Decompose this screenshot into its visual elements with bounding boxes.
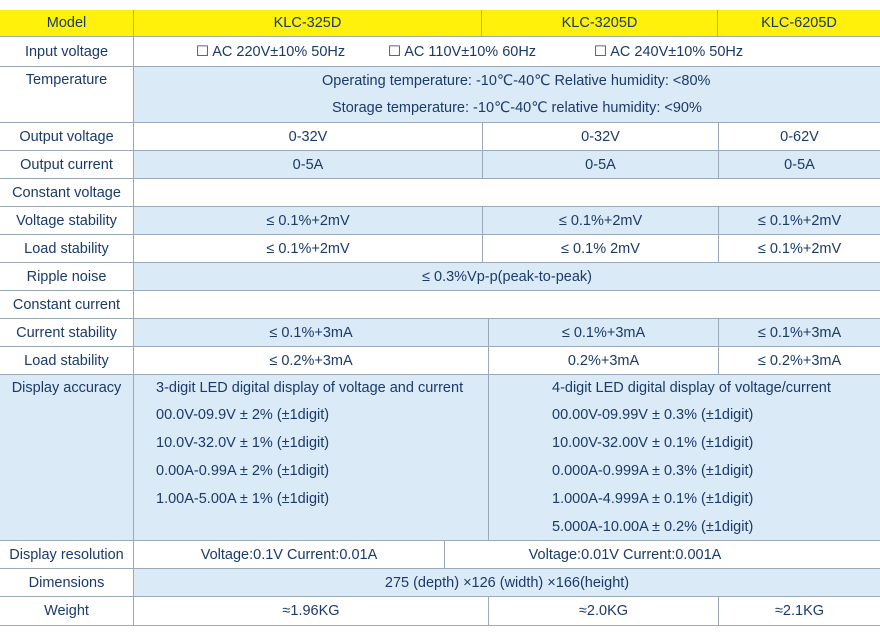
option-3-text: AC 240V±10% 50Hz [610,43,744,60]
current-stability-1: ≤ 0.1%+3mA [134,319,488,347]
display-resolution-right: Voltage:0.01V Current:0.001A [445,541,805,569]
grid-line [488,318,489,540]
grid-line [0,625,880,626]
output-voltage-2: 0-32V [483,123,718,151]
accuracy-right-line-4: 1.000A-4.999A ± 0.1% (±1digit) [552,491,754,507]
header-model-1: KLC-325D [134,10,482,36]
weight-1: ≈1.96KG [134,597,488,625]
grid-line [0,290,880,291]
accuracy-left-line-0: 3-digit LED digital display of voltage and current [156,380,464,396]
header-model-3: KLC-6205D [718,10,880,36]
checkbox-icon[interactable]: ☐ [196,43,209,60]
label-display-accuracy: Display accuracy [0,375,134,541]
display-resolution-blank [805,541,880,569]
display-resolution-left: Voltage:0.1V Current:0.01A [134,541,444,569]
label-constant-voltage: Constant voltage [0,179,134,207]
display-accuracy-right [489,375,880,541]
grid-line [0,234,880,235]
load-stability-voltage-3: ≤ 0.1%+2mV [719,235,880,263]
grid-line [0,374,880,375]
checkbox-icon[interactable]: ☐ [594,43,607,60]
weight-2: ≈2.0KG [489,597,718,625]
voltage-stability-2: ≤ 0.1%+2mV [483,207,718,235]
constant-current-blank [134,291,880,319]
label-weight: Weight [0,597,134,625]
accuracy-right-line-3: 0.000A-0.999A ± 0.3% (±1digit) [552,463,754,479]
output-current-2: 0-5A [483,151,718,179]
output-current-3: 0-5A [719,151,880,179]
accuracy-right-line-2: 10.00V-32.00V ± 0.1% (±1digit) [552,435,754,451]
grid-line [0,178,880,179]
label-load-stability-voltage: Load stability [0,235,134,263]
header-model: Model [0,10,134,36]
temperature-line-2: Storage temperature: -10℃-40℃ relative humidity: <90% [332,100,702,116]
weight-3: ≈2.1KG [719,597,880,625]
grid-line [718,318,719,374]
grid-line [0,346,880,347]
voltage-stability-3: ≤ 0.1%+2mV [719,207,880,235]
grid-line [0,540,880,541]
ripple-noise-value: ≤ 0.3%Vp-p(peak-to-peak) [134,263,880,291]
dimensions-value: 275 (depth) ×126 (width) ×166(height) [134,569,880,597]
grid-line [444,540,445,568]
load-stability-voltage-2: ≤ 0.1% 2mV [483,235,718,263]
voltage-stability-1: ≤ 0.1%+2mV [134,207,482,235]
current-stability-2: ≤ 0.1%+3mA [489,319,718,347]
option-2-text: AC 110V±10% 60Hz [404,43,537,60]
load-stability-current-3: ≤ 0.2%+3mA [719,347,880,375]
input-voltage-option-2[interactable] [388,44,536,60]
grid-line [718,596,719,625]
constant-voltage-blank [134,179,880,207]
display-accuracy-left [134,375,488,541]
grid-line [482,122,483,178]
label-ripple-noise: Ripple noise [0,263,134,291]
label-dimensions: Dimensions [0,569,134,597]
grid-line [0,568,880,569]
output-voltage-3: 0-62V [719,123,880,151]
grid-line [0,66,880,67]
input-voltage-option-1[interactable] [196,44,345,60]
label-input-voltage: Input voltage [0,37,134,66]
grid-line [482,206,483,262]
grid-line [0,122,880,123]
temperature-line-1: Operating temperature: -10℃-40℃ Relative humidity: <80% [322,73,711,89]
grid-line [133,36,134,625]
grid-line [0,36,880,37]
label-current-stability: Current stability [0,319,134,347]
load-stability-voltage-1: ≤ 0.1%+2mV [134,235,482,263]
grid-line [0,596,880,597]
accuracy-left-line-2: 10.0V-32.0V ± 1% (±1digit) [156,435,330,451]
grid-line [0,150,880,151]
accuracy-left-line-1: 00.0V-09.9V ± 2% (±1digit) [156,407,330,423]
current-stability-3: ≤ 0.1%+3mA [719,319,880,347]
accuracy-right-line-5: 5.000A-10.00A ± 0.2% (±1digit) [552,519,754,535]
grid-line [0,262,880,263]
load-stability-current-1: ≤ 0.2%+3mA [134,347,488,375]
grid-line [718,206,719,262]
grid-line [718,122,719,178]
label-output-current: Output current [0,151,134,179]
grid-line [0,206,880,207]
accuracy-right-line-0: 4-digit LED digital display of voltage/current [552,380,831,396]
accuracy-left-line-4: 1.00A-5.00A ± 1% (±1digit) [156,491,330,507]
input-voltage-options [134,37,880,66]
output-voltage-1: 0-32V [134,123,482,151]
label-constant-current: Constant current [0,291,134,319]
option-1-text: AC 220V±10% 50Hz [212,43,346,60]
label-display-resolution: Display resolution [0,541,134,569]
load-stability-current-2: 0.2%+3mA [489,347,718,375]
label-voltage-stability: Voltage stability [0,207,134,235]
grid-line [0,318,880,319]
checkbox-icon[interactable]: ☐ [388,43,401,60]
input-voltage-option-3[interactable] [594,44,743,60]
label-load-stability-current: Load stability [0,347,134,375]
label-temperature: Temperature [0,67,134,122]
output-current-1: 0-5A [134,151,482,179]
label-output-voltage: Output voltage [0,123,134,151]
grid-line [488,596,489,625]
accuracy-right-line-1: 00.00V-09.99V ± 0.3% (±1digit) [552,407,754,423]
accuracy-left-line-3: 0.00A-0.99A ± 2% (±1digit) [156,463,330,479]
header-model-2: KLC-3205D [482,10,718,36]
temperature-values [134,67,880,122]
